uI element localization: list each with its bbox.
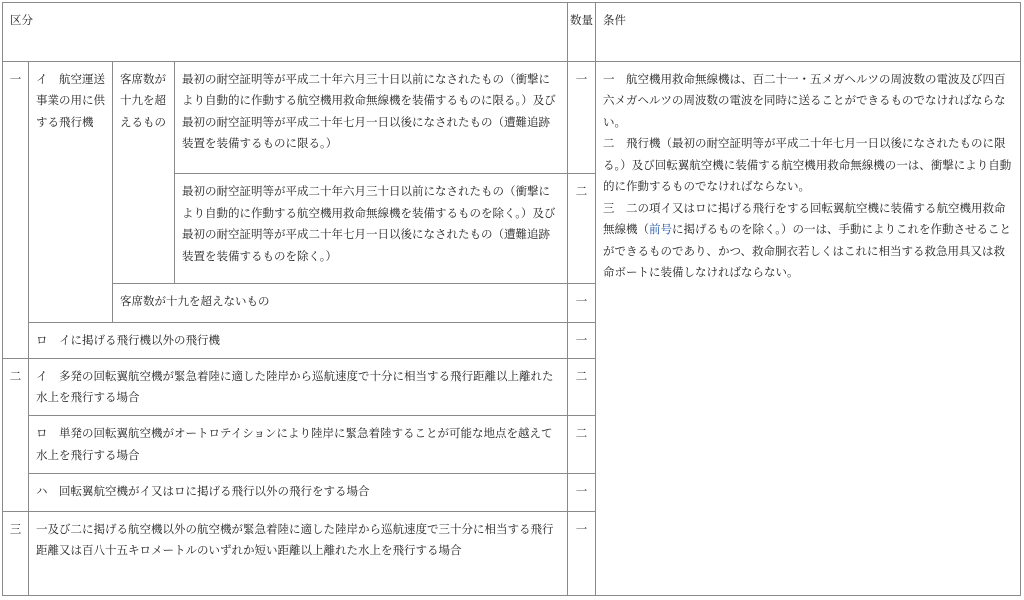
condition-3-pre: 三 二の項イ又はロに掲げる飛行をする回転翼航空機に装備する航空機用救命無線機（ xyxy=(603,200,1006,237)
row-7-text: ハ 回転翼航空機がイ又はロに掲げる飛行以外の飛行をする場合 xyxy=(29,474,568,512)
row-7-qty: 一 xyxy=(568,474,596,512)
row-1-qty: 一 xyxy=(568,61,596,174)
conditions-cell xyxy=(596,61,1021,595)
row-4-qty: 一 xyxy=(568,322,596,358)
row-3-text: 客席数が十九を超えないもの xyxy=(113,284,568,323)
category-airline-airplane: イ 航空運送事業の用に供する飛行機 xyxy=(29,61,113,322)
header-kubun: 区分 xyxy=(3,3,568,62)
row-6-qty: 二 xyxy=(568,416,596,474)
row-4-text: ロ イに掲げる飛行機以外の飛行機 xyxy=(29,322,568,358)
row-2-qty: 二 xyxy=(568,174,596,284)
condition-3 xyxy=(603,198,1014,284)
row-2-text: 最初の耐空証明等が平成二十年六月三十日以前になされたもの（衝撃により自動的に作動する航空機用救命無線機を装備するものを除く。）及び最初の耐空証明等が平成二十年七月一日以後になされたもの（遭難追跡装置を装備するものを除く。） xyxy=(175,174,568,284)
section-2-number: 二 xyxy=(3,358,29,511)
section-1-number: 一 xyxy=(3,61,29,358)
row-6-text: ロ 単発の回転翼航空機がオートロテイションにより陸岸に緊急着陸することが可能な地点を越えて水上を飛行する場合 xyxy=(29,416,568,474)
previous-item-link[interactable]: 前号 xyxy=(649,222,672,237)
condition-2: 二 飛行機（最初の耐空証明等が平成二十年七月一日以後になされたものに限る。）及び回転翼航空機に装備する航空機用救命無線機の一は、衝撃により自動的に作動するものでなければならない。 xyxy=(603,136,1012,194)
section-3-number: 三 xyxy=(3,511,29,595)
row-5-text: イ 多発の回転翼航空機が緊急着陸に適した陸岸から巡航速度で十分に相当する飛行距離以上離れた水上を飛行する場合 xyxy=(29,358,568,416)
row-5-qty: 二 xyxy=(568,358,596,416)
equipment-table xyxy=(2,2,1021,596)
row-1-text: 最初の耐空証明等が平成二十年六月三十日以前になされたもの（衝撃により自動的に作動する航空機用救命無線機を装備するものに限る。）及び最初の耐空証明等が平成二十年七月一日以後になされたもの（遭難追跡装置を装備するものに限る。） xyxy=(175,61,568,174)
category-seats-over-19: 客席数が十九を超えるもの xyxy=(113,61,175,283)
header-joken: 条件 xyxy=(596,3,1021,62)
condition-1: 一 航空機用救命無線機は、百二十一・五メガヘルツの周波数の電波及び四百六メガヘルツの周波数の電波を同時に送ることができるものでなければならない。 xyxy=(603,71,1006,129)
condition-3-post: に掲げるものを除く。）の一は、手動によりこれを作動させることができるものであり、かつ、救命胴衣若しくはこれに相当する救急用具又は救命ボートに装備しなければならない。 xyxy=(603,222,1012,280)
row-3-qty: 一 xyxy=(568,284,596,323)
row-8-qty: 一 xyxy=(568,511,596,595)
row-8-text: 一及び二に掲げる航空機以外の航空機が緊急着陸に適した陸岸から巡航速度で三十分に相当する飛行距離又は百八十五キロメートルのいずれか短い距離以上離れた水上を飛行する場合 xyxy=(29,511,568,595)
header-suryo: 数量 xyxy=(568,3,596,62)
